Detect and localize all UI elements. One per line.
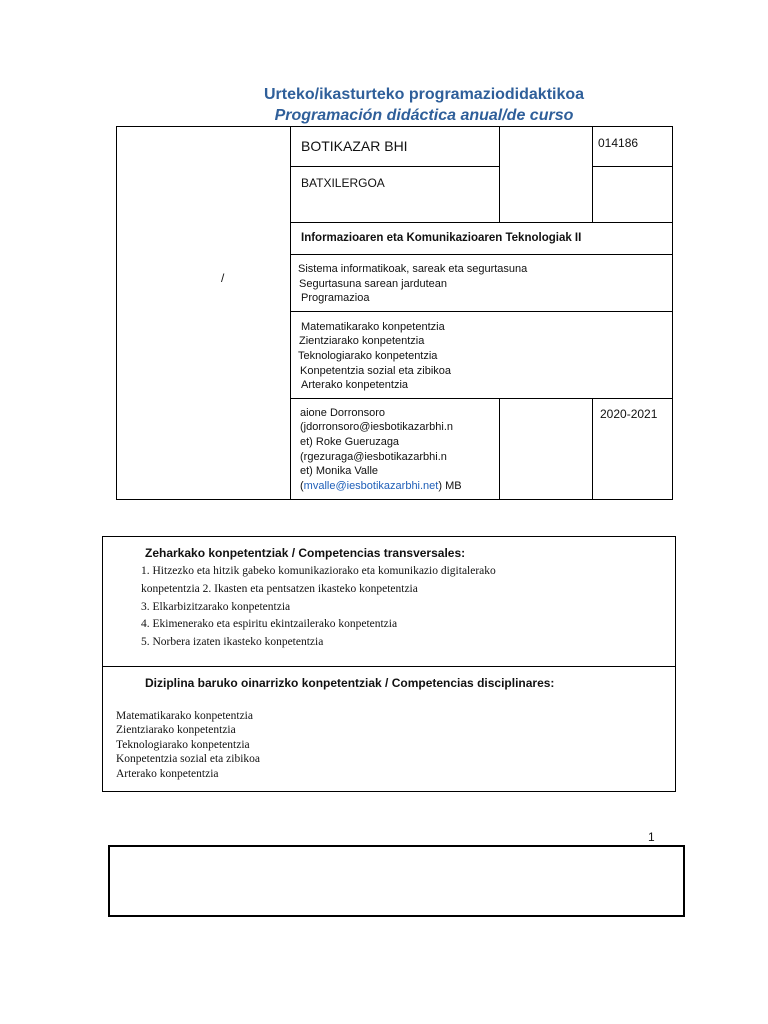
form-divider bbox=[290, 254, 673, 255]
list-item: Sistema informatikoak, sareak eta segurtasuna bbox=[298, 263, 528, 275]
school-name: BOTIKAZAR BHI bbox=[301, 138, 408, 154]
school-code: 014186 bbox=[598, 136, 639, 150]
form-divider bbox=[290, 166, 499, 167]
title-spanish: Programación didáctica anual/de curso bbox=[274, 107, 574, 124]
list-item: konpetentzia 2. Ikasten eta pentsatzen ikasteko konpetentzia bbox=[141, 583, 418, 595]
list-item: 3. Elkarbizitzarako konpetentzia bbox=[141, 601, 291, 613]
teacher-paren-open: ( bbox=[300, 480, 304, 492]
school-year: 2020-2021 bbox=[600, 407, 658, 421]
teacher-line: (jdorronsoro@iesbotikazarbhi.n bbox=[300, 421, 454, 433]
title-basque: Urteko/ikasturteko programaziodidaktikoa bbox=[263, 86, 585, 103]
teacher-line bbox=[300, 479, 462, 494]
teacher-line: (rgezuraga@iesbotikazarbhi.n bbox=[300, 451, 447, 463]
form-divider bbox=[290, 398, 673, 399]
list-item: Teknologiarako konpetentzia bbox=[298, 350, 438, 362]
form-divider bbox=[290, 311, 673, 312]
form-divider bbox=[499, 398, 500, 500]
list-item: Matematikarako konpetentzia bbox=[116, 710, 253, 722]
disciplinary-heading: Diziplina baruko oinarrizko konpetentziak / Competencias disciplinares: bbox=[145, 676, 555, 690]
transversal-heading: Zeharkako konpetentziak / Competencias transversales: bbox=[145, 546, 466, 560]
list-item: Programazioa bbox=[301, 292, 370, 304]
form-divider bbox=[290, 126, 291, 500]
list-item: Matematikarako konpetentzia bbox=[301, 321, 445, 333]
competences-box-divider bbox=[102, 666, 676, 667]
teacher-email-link[interactable]: mvalle@iesbotikazarbhi.net bbox=[303, 480, 439, 492]
teacher-line: et) Roke Gueruzaga bbox=[300, 436, 400, 448]
form-divider bbox=[592, 166, 673, 167]
form-divider bbox=[290, 222, 673, 223]
teacher-line: et) Monika Valle bbox=[300, 465, 379, 477]
list-item: Konpetentzia sozial eta zibikoa bbox=[300, 365, 452, 377]
education-level: BATXILERGOA bbox=[301, 176, 385, 190]
left-cell-slash: / bbox=[221, 271, 225, 285]
teacher-line: aione Dorronsoro bbox=[300, 407, 385, 419]
list-item: 5. Norbera izaten ikasteko konpetentzia bbox=[141, 636, 324, 648]
list-item: Arterako konpetentzia bbox=[116, 768, 219, 780]
list-item: Zientziarako konpetentzia bbox=[116, 724, 236, 736]
form-divider bbox=[592, 398, 593, 500]
form-divider bbox=[592, 126, 593, 223]
list-item: Segurtasuna sarean jardutean bbox=[299, 278, 447, 290]
list-item: Zientziarako konpetentzia bbox=[299, 335, 425, 347]
list-item: 1. Hitzezko eta hitzik gabeko komunikaziorako eta komunikazio digitalerako bbox=[141, 565, 496, 577]
page-number: 1 bbox=[648, 830, 655, 844]
list-item: Teknologiarako konpetentzia bbox=[116, 739, 250, 751]
list-item: Konpetentzia sozial eta zibikoa bbox=[116, 753, 261, 765]
form-divider bbox=[499, 126, 500, 223]
list-item: Arterako konpetentzia bbox=[301, 379, 409, 391]
footer-box bbox=[108, 845, 685, 917]
list-item: 4. Ekimenerako eta espiritu ekintzailerako konpetentzia bbox=[141, 618, 398, 630]
subject-name: Informazioaren eta Komunikazioaren Teknologiak II bbox=[301, 232, 582, 244]
teacher-suffix: ) MB bbox=[438, 480, 462, 492]
